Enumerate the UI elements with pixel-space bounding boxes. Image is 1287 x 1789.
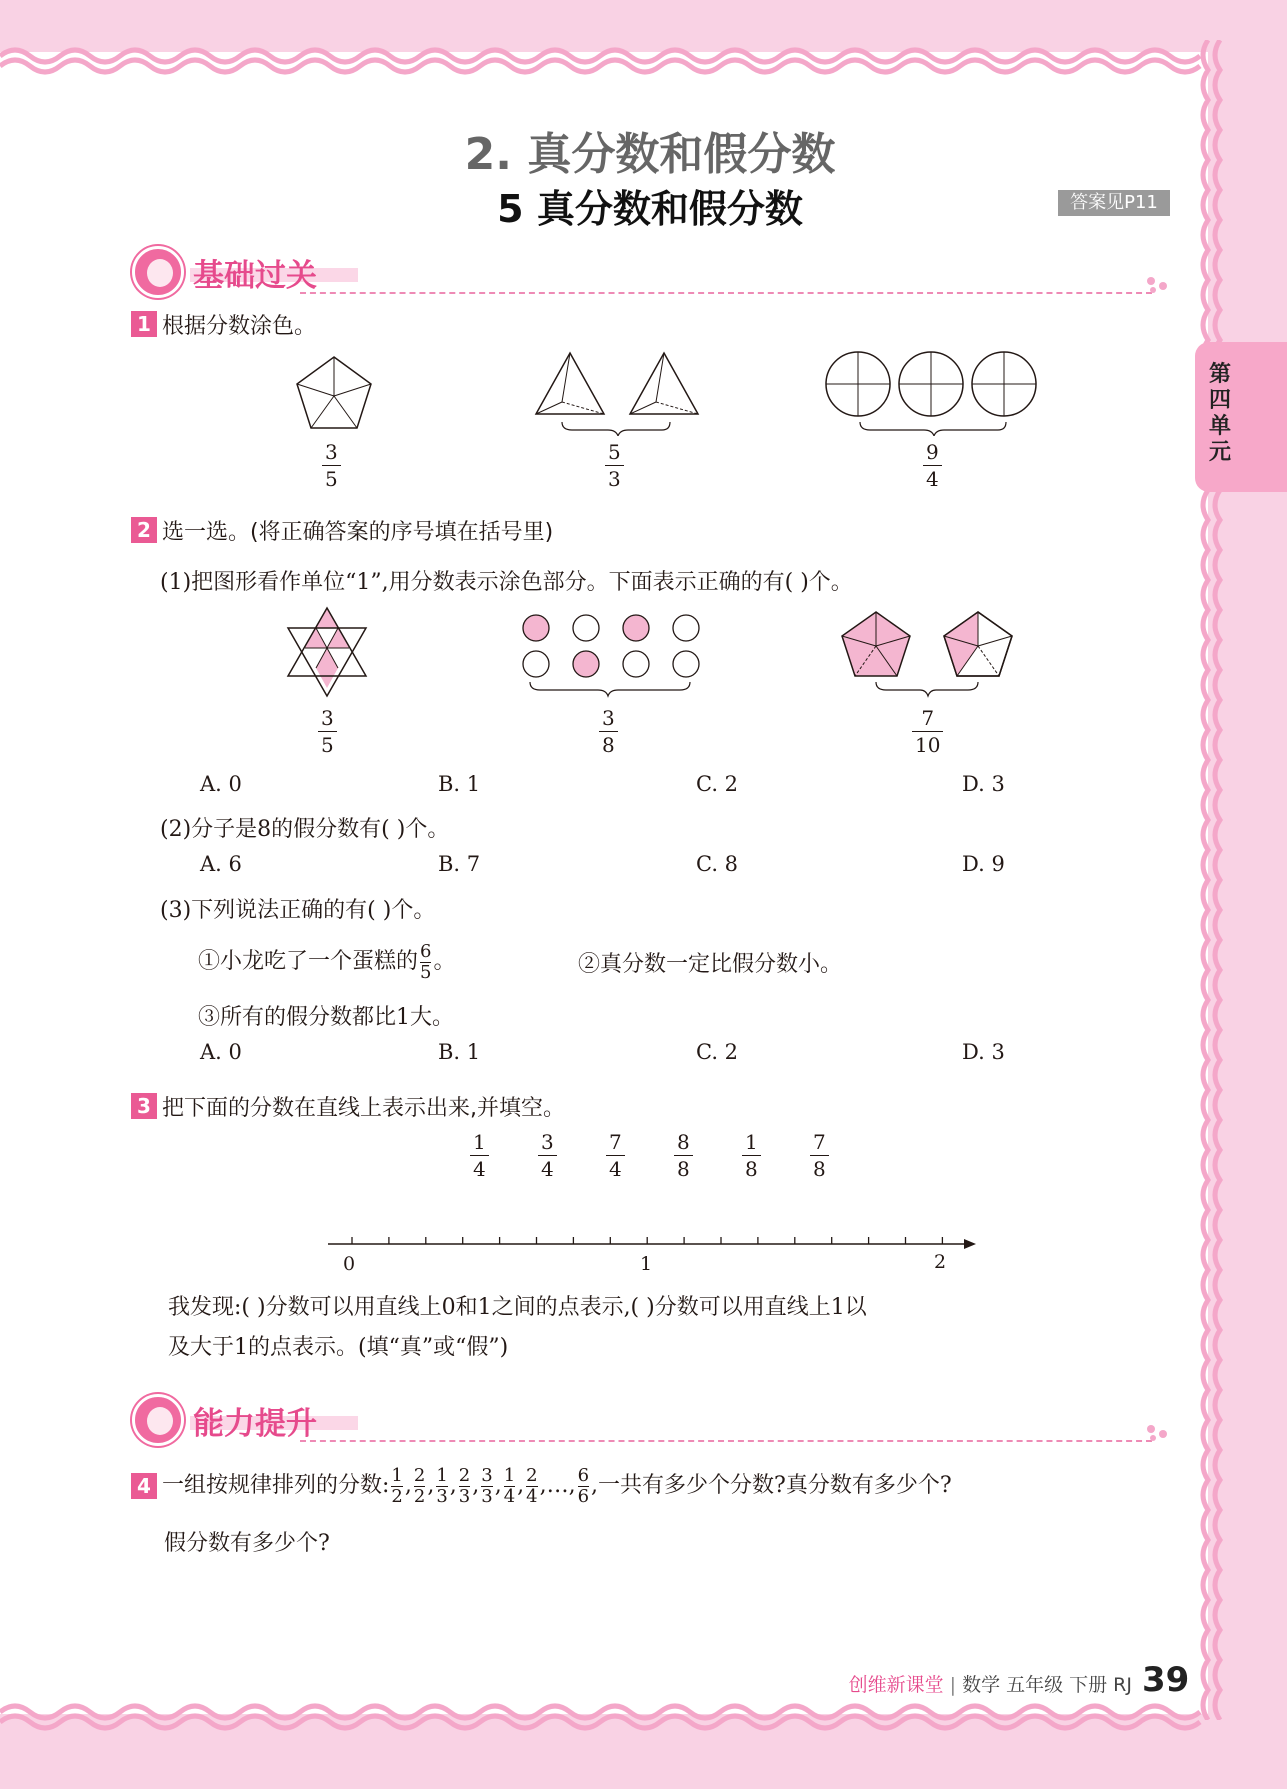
question-number-3: 3 [131,1093,157,1119]
shaded-pentagons-figure[interactable] [836,604,1018,700]
dots-decoration-icon [1146,1424,1170,1442]
finding-line-2: 及大于1的点表示。(填“真”或“假”) [168,1335,509,1360]
question-number-1: 1 [131,311,157,337]
section-divider [300,292,1152,294]
option-c[interactable]: C. 2 [696,772,739,796]
fraction-label: 8 8 [674,1130,693,1181]
option-c[interactable]: C. 8 [696,852,739,876]
fraction-label: 7 10 [912,706,943,757]
circle-triple-figure[interactable] [824,350,1040,436]
fraction-label: 1 8 [742,1130,761,1181]
fraction-label: 3 5 [318,706,337,757]
question-number-4: 4 [131,1473,157,1499]
footer-book-info: 数学 五年级 下册 RJ [962,1674,1132,1696]
question-3-text: 把下面的分数在直线上表示出来,并填空。 [162,1096,565,1121]
option-a[interactable]: A. 6 [200,852,242,876]
option-a[interactable]: A. 0 [200,772,242,796]
question-1-text: 根据分数涂色。 [162,314,317,339]
inline-fraction: $\frac{2}{2}$ [413,1464,426,1507]
inline-fraction: $\frac{2}{3}$ [458,1464,471,1507]
fraction-label: 9 4 [923,440,942,491]
finding-line-1: 我发现:( )分数可以用直线上0和1之间的点表示,( )分数可以用直线上1以 [168,1295,867,1320]
fraction-label: 7 8 [810,1130,829,1181]
axis-label-2: 2 [934,1251,947,1273]
unit-side-tab-label: 第四单元 [1208,362,1231,465]
axis-label-1: 1 [640,1253,653,1275]
section-mascot-icon [132,246,184,298]
bottom-wave-border [0,1700,1208,1740]
question-4-line-2: 假分数有多少个? [164,1531,330,1556]
answer-ref-badge: 答案见P11 [1058,190,1170,216]
inline-fraction: $\frac{6}{5}$ [420,940,432,983]
top-wave-border [0,38,1208,78]
question-2-2-text: (2)分子是8的假分数有( )个。 [160,817,450,842]
section-title-basic: 基础过关 [193,258,317,294]
section-mascot-icon [132,1394,184,1446]
fraction-label: 1 4 [470,1130,489,1181]
dots-decoration-icon [1146,276,1170,294]
option-a[interactable]: A. 0 [200,1040,242,1064]
page-number: 39 [1142,1660,1190,1700]
question-2-text: 选一选。(将正确答案的序号填在括号里) [162,520,554,545]
triangle-pair-figure[interactable] [532,350,702,436]
option-d[interactable]: D. 3 [962,772,1005,796]
option-d[interactable]: D. 9 [962,852,1005,876]
inline-fraction: $\frac{3}{3}$ [481,1464,493,1507]
section-title-advanced: 能力提升 [193,1406,317,1442]
unit-side-tab[interactable] [1195,342,1287,492]
star-of-david-figure[interactable] [284,604,370,700]
option-b[interactable]: B. 7 [438,852,481,876]
fraction-label: 5 3 [605,440,624,491]
inline-fraction: $\frac{1}{4}$ [503,1464,516,1507]
statement-2: ②真分数一定比假分数小。 [578,952,843,977]
page-title: 2. 真分数和假分数 [464,129,836,180]
inline-fraction: $\frac{6}{6}$ [577,1464,590,1507]
fraction-label: 7 4 [606,1130,625,1181]
question-number-2: 2 [131,517,157,543]
right-wave-border [1196,40,1232,1720]
lesson-title: 5 真分数和假分数 [497,187,803,231]
question-2-1-text: (1)把图形看作单位“1”,用分数表示涂色部分。下面表示正确的有( )个。 [160,570,853,595]
question-2-3-text: (3)下列说法正确的有( )个。 [160,898,436,923]
option-b[interactable]: B. 1 [438,772,481,796]
circles-grid-figure[interactable] [520,612,706,702]
pentagon-figure[interactable] [294,354,374,434]
footer-info: 创维新课堂 | 数学 五年级 下册 RJ [848,1674,1132,1696]
statement-1: ①小龙吃了一个蛋糕的 $\frac{6}{5}$ 。 [198,940,456,983]
option-c[interactable]: C. 2 [696,1040,739,1064]
statement-3: ③所有的假分数都比1大。 [198,1005,454,1030]
option-d[interactable]: D. 3 [962,1040,1005,1064]
fraction-label: 3 4 [538,1130,557,1181]
footer-brand: 创维新课堂 [848,1674,944,1696]
fraction-label: 3 8 [599,706,618,757]
inline-fraction: $\frac{1}{3}$ [436,1464,448,1507]
section-divider [300,1440,1152,1442]
axis-label-0: 0 [343,1253,356,1275]
option-b[interactable]: B. 1 [438,1040,481,1064]
question-4-text: 一组按规律排列的分数: $\frac{1}{2}$ , $\frac{2}{2}$ , $\frac{1}{3}$ , $\frac{2}{3}$ , $\frac{3}{3}$ , $\frac{1}{4}$ , $\frac{2}{4}$ ,…, $\frac{6}{6}$ ,一共有多少个分数?真分数有多少个? [162,1464,952,1507]
inline-fraction: $\frac{1}{2}$ [391,1464,403,1507]
fraction-label: 3 5 [322,440,341,491]
inline-fraction: $\frac{2}{4}$ [526,1464,538,1507]
